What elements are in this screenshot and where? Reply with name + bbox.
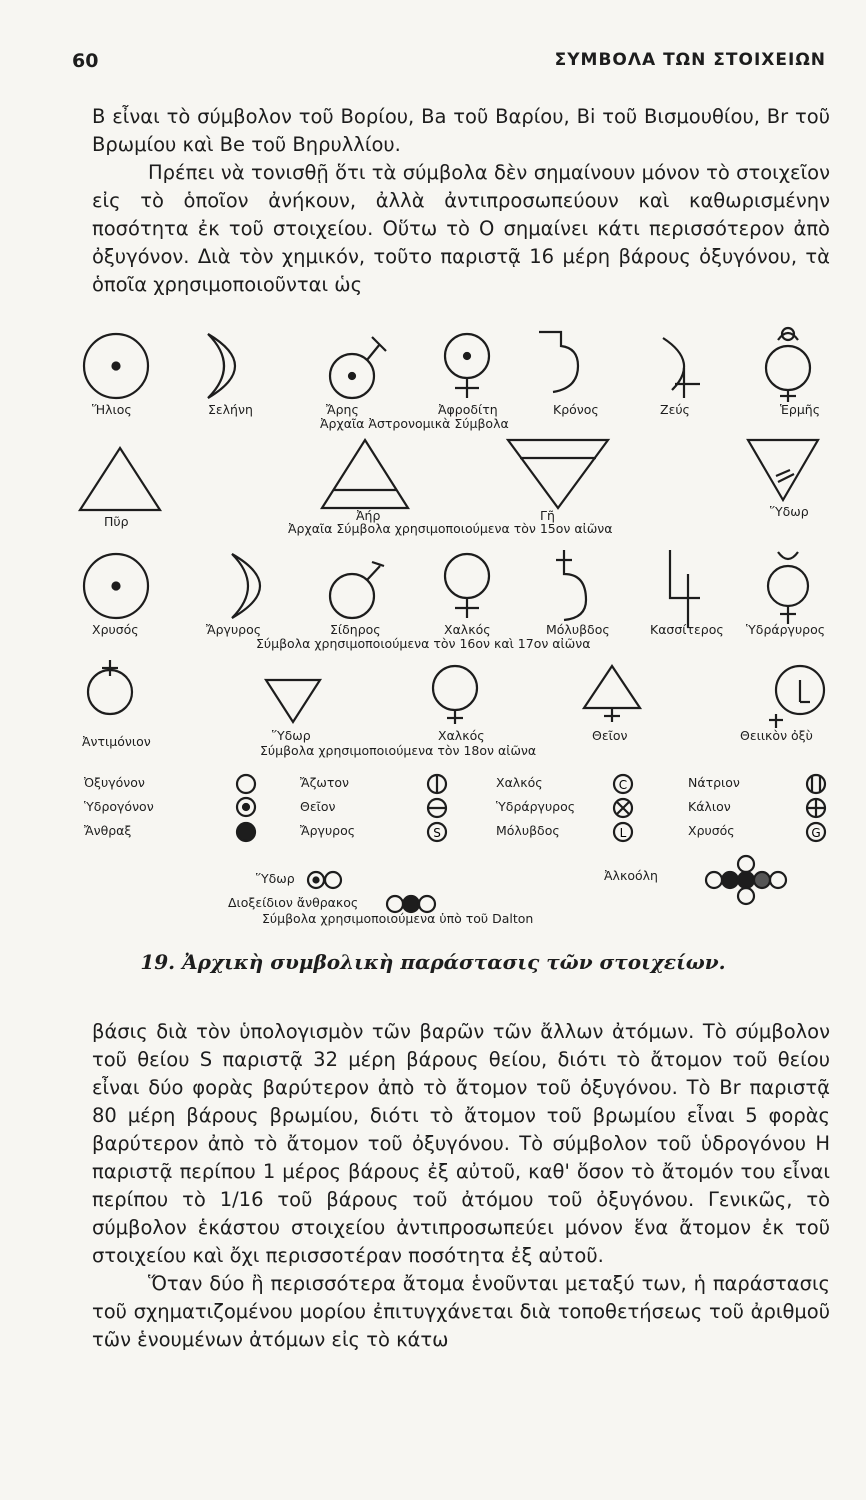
- dalton-silver-letter: S: [433, 826, 441, 840]
- dalton-carbon: [237, 823, 255, 841]
- silver-symbol: [232, 554, 260, 618]
- dalton-label-alcohol: Ἀλκοόλη: [604, 868, 658, 883]
- caption-row4: Σύμβολα χρησιμοποιούμενα τὸν 18ον αἰῶνα: [260, 743, 537, 758]
- moon-symbol: [208, 334, 235, 398]
- label-lead: Μόλυβδος: [546, 622, 610, 637]
- label-venus: Ἀφροδίτη: [438, 402, 498, 417]
- saturn-symbol: [539, 332, 578, 392]
- dalton-label-hydrogen: Ὑδρογόνον: [84, 799, 154, 814]
- gold-symbol: [84, 554, 148, 618]
- dalton-oxygen: [237, 775, 255, 793]
- tin-symbol: [670, 550, 700, 628]
- label-moon: Σελήνη: [208, 402, 253, 417]
- dalton-nitrogen: [428, 775, 446, 793]
- label-saturn: Κρόνος: [553, 402, 599, 417]
- sulfur-symbol: [584, 666, 640, 722]
- dalton-label-sodium: Νάτριον: [688, 775, 740, 790]
- paragraph-4: Ὅταν δύο ἢ περισσότερα ἄτομα ἑνοῦνται μεταξύ των, ἡ παράστασις τοῦ σχηματιζομένου μορίου ἐπιτυγχάνεται διὰ τοποθετήσεως τοῦ ἀριθμοῦ τῶν ἑνουμένων ἀτόμων εἰς τὸ κάτω: [92, 1272, 830, 1351]
- fire-symbol: [80, 448, 160, 510]
- iron-symbol: [330, 562, 384, 618]
- dalton-label-carbon: Ἄνθραξ: [84, 823, 132, 838]
- label-iron: Σίδηρος: [330, 622, 381, 637]
- label-sulfur: Θεῖον: [592, 728, 628, 743]
- dalton-label-water: Ὕδωρ: [256, 871, 295, 886]
- label-silver: Ἄργυρος: [206, 622, 262, 637]
- paragraph-2: Πρέπει νὰ τονισθῇ ὅτι τὰ σύμβολα δὲν σημαίνουν μόνον τὸ στοιχεῖον εἰς τὸ ὁποῖον ἀνήκουν, ἀλλὰ ἀντιπροσωπεύουν καὶ καθωρισμένην ποσότητα ἐκ τοῦ στοιχείου. Οὕτω τὸ Ο σημαίνει κάτι περισσότερον ἀπὸ ὀξυγόνον. Διὰ τὸν χημικόν, τοῦτο παριστᾷ 16 μέρη βάρους ὀξυγόνου, τὰ ὁποῖα χρησιμοποιοῦνται ὡς: [92, 161, 830, 296]
- copper-18c-symbol: [433, 666, 477, 724]
- dalton-sulfur: [428, 799, 446, 817]
- label-antimony: Ἀντιμόνιον: [82, 734, 151, 749]
- water-symbol: [748, 440, 818, 500]
- venus-symbol: [445, 334, 489, 398]
- mercury-metal-symbol: [768, 552, 808, 624]
- caption-row3: Σύμβολα χρησιμοποιούμενα τὸν 16ον καὶ 17ον αἰῶνα: [256, 636, 591, 651]
- label-sulfuric-acid: Θειικὸν ὀξὺ: [740, 728, 813, 743]
- dalton-lead-letter: L: [619, 826, 627, 840]
- label-fire: Πῦρ: [104, 514, 129, 529]
- dalton-sodium: [807, 775, 825, 793]
- dalton-label-nitrogen: Ἄζωτον: [300, 775, 350, 790]
- paragraph-3: βάσις διὰ τὸν ὑπολογισμὸν τῶν βαρῶν τῶν ἄλλων ἀτόμων. Τὸ σύμβολον τοῦ θείου S παριστᾷ 32 μέρη βάρους θείου, διότι τὸ ἄτομον τοῦ θείου εἶναι δύο φορὰς βαρύτερον ἀπὸ τὸ ἄτομον τοῦ ὀξυγόνου. Τὸ Br παριστᾷ 80 μέρη βάρους βρωμίου, διότι τὸ ἄτομον τοῦ βρωμίου εἶναι 5 φορὰς βαρύτερον ἀπὸ τὸ ἄτομον τοῦ ὀξυγόνου. Τὸ σύμβολον τοῦ ὑδρογόνου Η παριστᾷ περίπου 1 μέρος βάρους ἐξ αὐτοῦ, καθ' ὅσον τὸ ἄτομόν του εἶναι περίπου τὸ 1/16 τοῦ βάρους τοῦ ἀτόμου τοῦ ὀξυγόνου. Γενικῶς, τὸ σύμβολον ἑκάστου στοιχείου ἀντιπροσωπεύει μόνον ἕνα ἄτομον ἐκ τοῦ στοιχείου καὶ ὄχι περισσοτέραν ποσότητα ἐξ αὐτοῦ.: [92, 1020, 830, 1267]
- dalton-label-silver: Ἄργυρος: [300, 823, 356, 838]
- bottom-paragraph: [92, 1018, 830, 1354]
- caption-dalton: Σύμβολα χρησιμοποιούμενα ὑπὸ τοῦ Dalton: [262, 911, 534, 926]
- label-mars: Ἄρης: [326, 402, 359, 417]
- label-air: Ἀήρ: [356, 508, 381, 523]
- earth-symbol: [508, 440, 608, 508]
- dalton-potassium: [807, 799, 825, 817]
- dalton-label-lead: Μόλυβδος: [496, 823, 560, 838]
- copper-symbol: [445, 554, 489, 618]
- dalton-label-sulfur: Θεῖον: [300, 799, 336, 814]
- dalton-label-oxygen: Ὀξυγόνον: [84, 775, 145, 790]
- air-symbol: [322, 440, 408, 508]
- dalton-gold-letter: G: [811, 826, 821, 840]
- dalton-co2-compound: [387, 896, 435, 912]
- sun-symbol: [84, 334, 148, 398]
- label-jupiter: Ζεύς: [660, 402, 690, 417]
- mercury-symbol: [766, 328, 810, 402]
- page-number: 60: [72, 50, 99, 72]
- label-gold: Χρυσός: [92, 622, 139, 637]
- dalton-water-compound: [308, 872, 341, 888]
- dalton-label-gold: Χρυσός: [688, 823, 735, 838]
- dalton-mercury: [614, 799, 632, 817]
- label-mercury-metal: Ὑδράργυρος: [746, 622, 826, 637]
- label-sun: Ἥλιος: [92, 402, 132, 417]
- dalton-alcohol-compound: [706, 856, 786, 904]
- running-title: ΣΥΜΒΟΛΑ ΤΩΝ ΣΤΟΙΧΕΙΩΝ: [554, 50, 826, 70]
- water-18c-symbol: [266, 680, 320, 722]
- dalton-hydrogen: [237, 798, 255, 816]
- figure-title: 19. Ἀρχικὴ συμβολικὴ παράστασις τῶν στοιχείων.: [140, 950, 726, 974]
- dalton-label-mercury: Ὑδράργυρος: [496, 799, 576, 814]
- lead-symbol: [556, 550, 586, 620]
- label-water: Ὕδωρ: [770, 504, 809, 519]
- caption-row2: Ἀρχαῖα Σύμβολα χρησιμοποιούμενα τὸν 15ον αἰῶνα: [288, 521, 613, 536]
- jupiter-symbol: [663, 338, 700, 398]
- antimony-symbol: [88, 660, 132, 714]
- label-copper-18c: Χαλκός: [438, 728, 485, 743]
- sulfuric-acid-symbol: [769, 666, 824, 728]
- label-mercury: Ἑρμῆς: [780, 402, 821, 417]
- dalton-label-copper: Χαλκός: [496, 775, 543, 790]
- label-copper: Χαλκός: [444, 622, 491, 637]
- label-tin: Κασσίτερος: [650, 622, 724, 637]
- caption-row1: Ἀρχαῖα Ἀστρονομικὰ Σύμβολα: [320, 416, 509, 431]
- label-water-18c: Ὕδωρ: [272, 728, 311, 743]
- dalton-label-co2: Διοξείδιον ἄνθρακος: [228, 895, 359, 910]
- mars-symbol: [330, 337, 386, 398]
- dalton-label-potassium: Κάλιον: [688, 799, 731, 814]
- dalton-copper-letter: C: [618, 778, 628, 792]
- paragraph-1: Β εἶναι τὸ σύμβολον τοῦ Βορίου, Ba τοῦ Βαρίου, Bi τοῦ Βισμουθίου, Br τοῦ Βρωμίου καὶ Be τοῦ Βηρυλλίου.: [92, 105, 830, 156]
- label-earth: Γῆ: [540, 508, 555, 523]
